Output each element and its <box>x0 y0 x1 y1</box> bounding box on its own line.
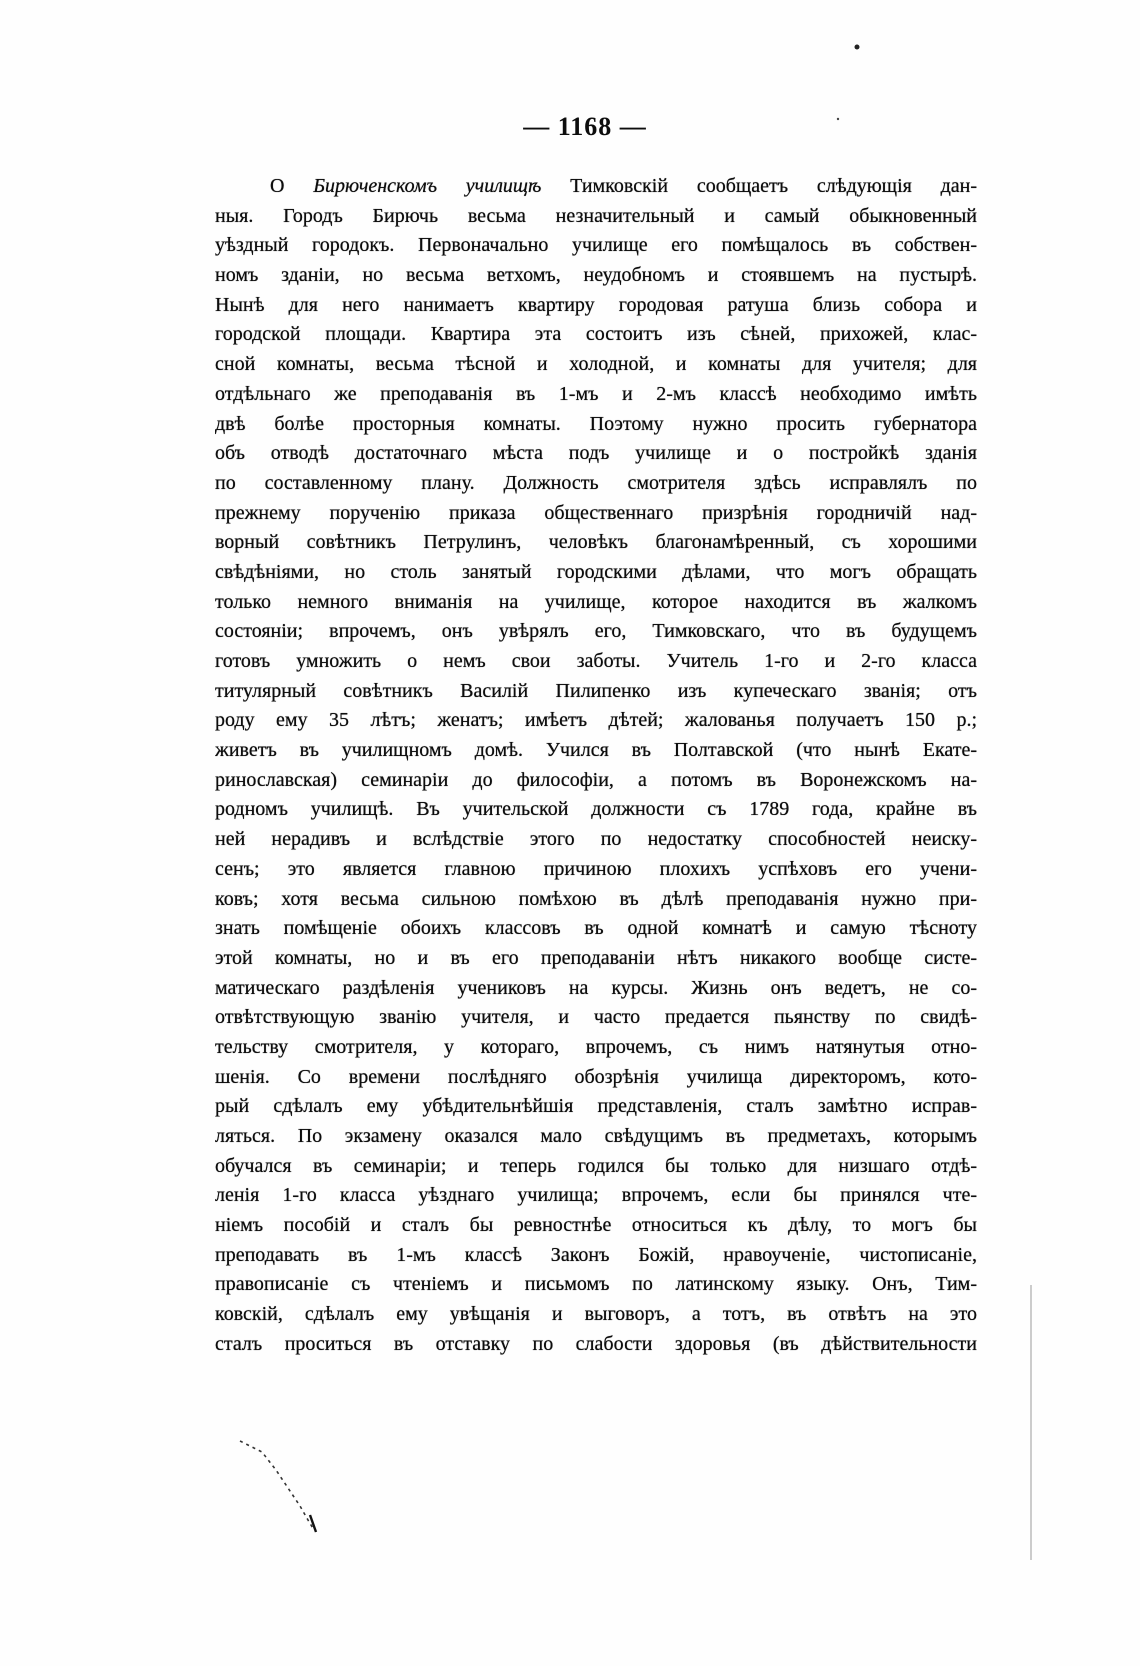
text-line: живетъ въ училищномъ домѣ. Учился въ Полтавской (что нынѣ Екате- <box>215 739 977 762</box>
text-line: правописаніе съ чтеніемъ и письмомъ по латинскому языку. Онъ, Тим- <box>215 1273 977 1296</box>
text-line: городской площади. Квартира эта состоитъ изъ сѣней, прихожей, клас- <box>215 323 977 346</box>
text-line <box>215 172 977 202</box>
text-line: ляться. По экзамену оказался мало свѣдущимъ въ предметахъ, которымъ <box>215 1125 977 1147</box>
body-text <box>215 172 977 1360</box>
text-line: ворный совѣтникъ Петрулинъ, человѣкъ благонамѣренный, съ хорошими <box>215 531 977 554</box>
text-line: шенія. Со времени послѣдняго обозрѣнія училища директоромъ, кото- <box>215 1065 977 1088</box>
text-line: свѣдѣніями, но столь занятый городскими дѣлами, что могъ обращать <box>215 560 977 583</box>
text-line: готовъ умножить о немъ свои заботы. Учитель 1-го и 2-го класса <box>215 650 977 672</box>
text-line: обучался въ семинаріи; и теперь годился бы только для низшаго отдѣ- <box>215 1154 977 1177</box>
text-line: рый сдѣлалъ ему убѣдительнѣйшія представленія, сталъ замѣтно исправ- <box>215 1095 977 1118</box>
text-line: этой комнаты, но и въ его преподаваніи нѣтъ никакого вообще систе- <box>215 946 977 969</box>
text-line: роду ему 35 лѣтъ; женатъ; имѣетъ дѣтей; жалованья получаетъ 150 р.; <box>215 709 977 732</box>
text-line: ныя. Городъ Бирючь весьма незначительный и самый обыкновенный <box>215 204 977 227</box>
text-line: ніемъ пособій и сталъ бы ревностнѣе относиться къ дѣлу, то могъ бы <box>215 1214 977 1237</box>
text-line: тельству смотрителя, у котораго, впрочемъ, съ нимъ натянутыя отно- <box>215 1035 977 1058</box>
text-line: отдѣльнаго же преподаванія въ 1-мъ и 2-мъ классѣ необходимо имѣть <box>215 382 977 405</box>
text-lead: О <box>270 175 285 197</box>
text-line: двѣ болѣе просторныя комнаты. Поэтому нужно просить губернатора <box>215 412 977 435</box>
text-line: уѣздный городокъ. Первоначально училище его помѣщалось въ собствен- <box>215 234 977 257</box>
text-line: по составленному плану. Должность смотрителя здѣсь исправлялъ по <box>215 471 977 494</box>
text-line: матическаго раздѣленія учениковъ на курсы. Жизнь онъ ведетъ, не со- <box>215 976 977 999</box>
text-line: состояніи; впрочемъ, онъ увѣрялъ его, Тимковскаго, что въ будущемъ <box>215 620 977 643</box>
text-line: родномъ училищѣ. Въ учительской должности съ 1789 года, крайне въ <box>215 798 977 821</box>
page-number: — 1168 — <box>523 112 647 141</box>
pen-scribble-end <box>310 1515 316 1532</box>
text-line: сной комнаты, весьма тѣсной и холодной, и комнаты для учителя; для <box>215 353 977 376</box>
text-line: знать помѣщеніе обоихъ классовъ въ одной комнатѣ и самую тѣсноту <box>215 917 977 940</box>
text-line: ленія 1-го класса уѣзднаго училища; впрочемъ, если бы принялся чте- <box>215 1184 977 1207</box>
text-line: отвѣтствующую званію учителя, и часто предается пьянству по свидѣ- <box>215 1006 977 1029</box>
text-line: сталъ проситься въ отставку по слабости здоровья (въ дѣйствительности <box>215 1332 977 1355</box>
text-line: титулярный совѣтникъ Василій Пилипенко изъ купеческаго званія; отъ <box>215 679 977 702</box>
text-line: Нынѣ для него нанимаетъ квартиру городовая ратуша близь собора и <box>215 293 977 316</box>
text-line: ковъ; хотя весьма сильною помѣхою въ дѣлѣ преподаванія нужно при- <box>215 887 977 910</box>
text-line: ринославская) семинаріи до философіи, а потомъ въ Воронежскомъ на- <box>215 768 977 791</box>
text-line: преподавать въ 1-мъ классѣ Законъ Божій, нравоученіе, чистописаніе, <box>215 1243 977 1266</box>
text-line: только немного вниманія на училище, которое находится въ жалкомъ <box>215 590 977 613</box>
text-rest: Тимковскій сообщаетъ слѣдующія дан- <box>570 175 977 197</box>
pen-scribble <box>240 1441 314 1530</box>
text-line: объ отводѣ достаточнаго мѣста подъ училище и о постройкѣ зданія <box>215 442 977 465</box>
text-line: сенъ; это является главною причиною плохихъ успѣховъ его учени- <box>215 857 977 880</box>
text-line: прежнему порученію приказа общественнаго призрѣнія городничій над- <box>215 501 977 524</box>
ink-dot <box>855 45 860 50</box>
text-line: ковскій, сдѣлалъ ему увѣщанія и выговоръ, а тотъ, въ отвѣтъ на это <box>215 1303 977 1326</box>
ink-dot <box>837 118 839 120</box>
text-line: номъ зданіи, но весьма ветхомъ, неудобномъ и стоявшемъ на пустырѣ. <box>215 264 977 287</box>
text-line: ней нерадивъ и вслѣдствіе этого по недостатку способностей неиску- <box>215 828 977 851</box>
italic-phrase: Бирюченскомъ училищѣ <box>313 175 542 197</box>
